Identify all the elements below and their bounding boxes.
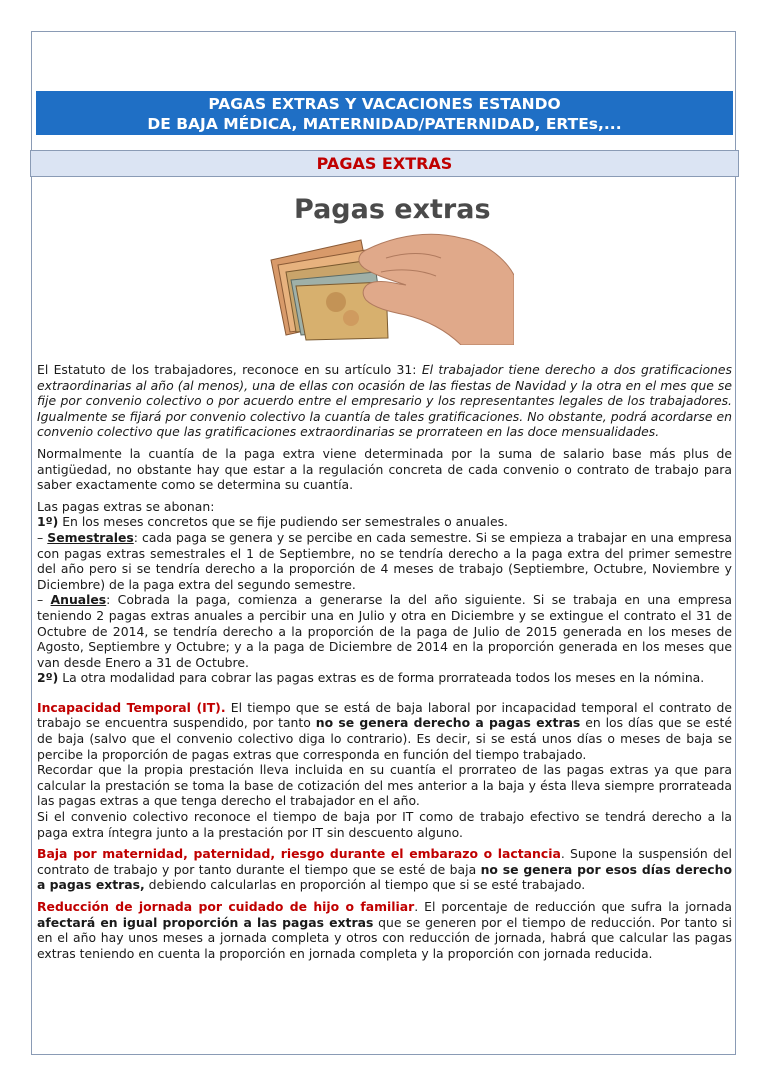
- it-heading: Incapacidad Temporal (IT).: [37, 699, 226, 715]
- money-hand-illustration: [256, 180, 514, 345]
- reduccion-paragraph: Reducción de jornada por cuidado de hijo o familiar. El porcentaje de reducción que sufra la jornada afectará en igual proporción a las pagas extras que se generen por el tiempo de reducción. Por tanto si en el año hay unos meses a jornada completa y otros con reducción de jornada, habrá que calcular las pagas extras teniendo en cuenta la proporción en jornada completa y la proporción con jornada reducida.: [37, 899, 732, 961]
- abono-section: [37, 499, 732, 686]
- abono-second: 2º) La otra modalidad para cobrar las pagas extras es de forma prorrateada todos los meses en la nómina.: [37, 670, 705, 686]
- it-paragraph-2: Recordar que la propia prestación lleva incluida en su cuantía el prorrateo de las pagas extras ya que para calcular la prestación se toma la base de cotización del mes anterior a la baja y ésta lleva siempre prorrateada las pagas extras a que tenga derecho el trabajador en el año.: [37, 762, 732, 809]
- title-line-1: PAGAS EXTRAS Y VACACIONES ESTANDO: [208, 95, 561, 113]
- reduccion-heading: Reducción de jornada por cuidado de hijo o familiar: [37, 899, 415, 914]
- section-heading: PAGAS EXTRAS: [30, 150, 739, 177]
- it-paragraph-1: Incapacidad Temporal (IT). El tiempo que se está de baja laboral por incapacidad temporal el contrato de trabajo se encuentra suspendido, por tanto no se genera derecho a pagas extras en los días que se esté de baja (salvo que el convenio colectivo diga lo contrario). Es decir, si se está unos días o meses de baja se percibe la proporción de pagas extras que corresponda en función del tiempo trabajado.: [37, 699, 732, 762]
- it-paragraph-3: Si el convenio colectivo reconoce el tiempo de baja por IT como de trabajo efectivo se tendrá derecho a la paga extra íntegra junto a la prestación por IT sin descuento alguno.: [37, 809, 732, 840]
- page-title: [36, 91, 733, 135]
- abono-intro: Las pagas extras se abonan:: [37, 498, 215, 514]
- abono-first: 1º) En los meses concretos que se fije pudiendo ser semestrales o anuales.: [37, 514, 508, 530]
- it-section: [37, 700, 732, 840]
- article-quote: El trabajador tiene derecho a dos gratificaciones extraordinarias al año (al menos), una de ellas con ocasión de las fiestas de Navidad y la otra en el mes que se fije por convenio colectivo o por acuerdo entre el empresario y los representantes legales de los trabajadores. Igualmente se fijará por convenio colectivo la cuantía de tales gratificaciones. No obstante, podrá acordarse en convenio colectivo que las gratificaciones extraordinarias se prorrateen en las doce mensualidades.: [37, 362, 732, 440]
- money-hand-icon: [256, 180, 514, 345]
- intro-paragraph: El Estatuto de los trabajadores, reconoce en su artículo 31: El trabajador tiene derecho a dos gratificaciones extraordinarias al año (al menos), una de ellas con ocasión de las fiestas de Navidad y la otra en el mes que se fije por convenio colectivo o por acuerdo entre el empresario y los representantes legales de los trabajadores. Igualmente se fijará por convenio colectivo la cuantía de tales gratificaciones. No obstante, podrá acordarse en convenio colectivo que las gratificaciones extraordinarias se prorrateen en las doce mensualidades.: [37, 362, 732, 440]
- image-caption: Pagas extras: [294, 194, 491, 225]
- title-line-2: DE BAJA MÉDICA, MATERNIDAD/PATERNIDAD, ERTEs,...: [147, 115, 622, 133]
- abono-semestrales: – Semestrales: cada paga se genera y se percibe en cada semestre. Si se empieza a trabajar en una empresa con pagas extras semestrales el 1 de Septiembre, no se tendría derecho a la paga extra del primer semestre del año pero si se tendría derecho a la proporción de 4 meses de trabajo (Septiembre, Octubre, Noviembre y Diciembre) de la paga extra del segundo semestre.: [37, 529, 733, 592]
- maternidad-paragraph: Baja por maternidad, paternidad, riesgo durante el embarazo o lactancia. Supone la suspensión del contrato de trabajo y por tanto durante el tiempo que se esté de baja no se genera por esos días derecho a pagas extras, debiendo calcularlas en proporción al tiempo que si se esté trabajado.: [37, 846, 732, 893]
- document-body: [37, 362, 732, 967]
- maternidad-heading: Baja por maternidad, paternidad, riesgo durante el embarazo o lactancia: [37, 846, 561, 862]
- cuantia-paragraph: Normalmente la cuantía de la paga extra viene determinada por la suma de salario base más plus de antigüedad, no obstante hay que estar a la regulación concreta de cada convenio o contrato de trabajo para saber exactamente como se determina su cuantía.: [37, 445, 732, 493]
- abono-anuales: – Anuales: Cobrada la paga, comienza a generarse la del año siguiente. Si se trabaja en una empresa teniendo 2 pagas extras anuales a percibir una en Julio y otra en Diciembre y se extingue el contrato el 31 de Octubre de 2014, se tendría derecho a la proporción de la paga de Julio de 2015 generada en los meses de Agosto, Septiembre y Octubre; y a la paga de Diciembre de 2014 en la proporción generada en los meses que van desde Enero a 31 de Octubre.: [37, 592, 733, 670]
